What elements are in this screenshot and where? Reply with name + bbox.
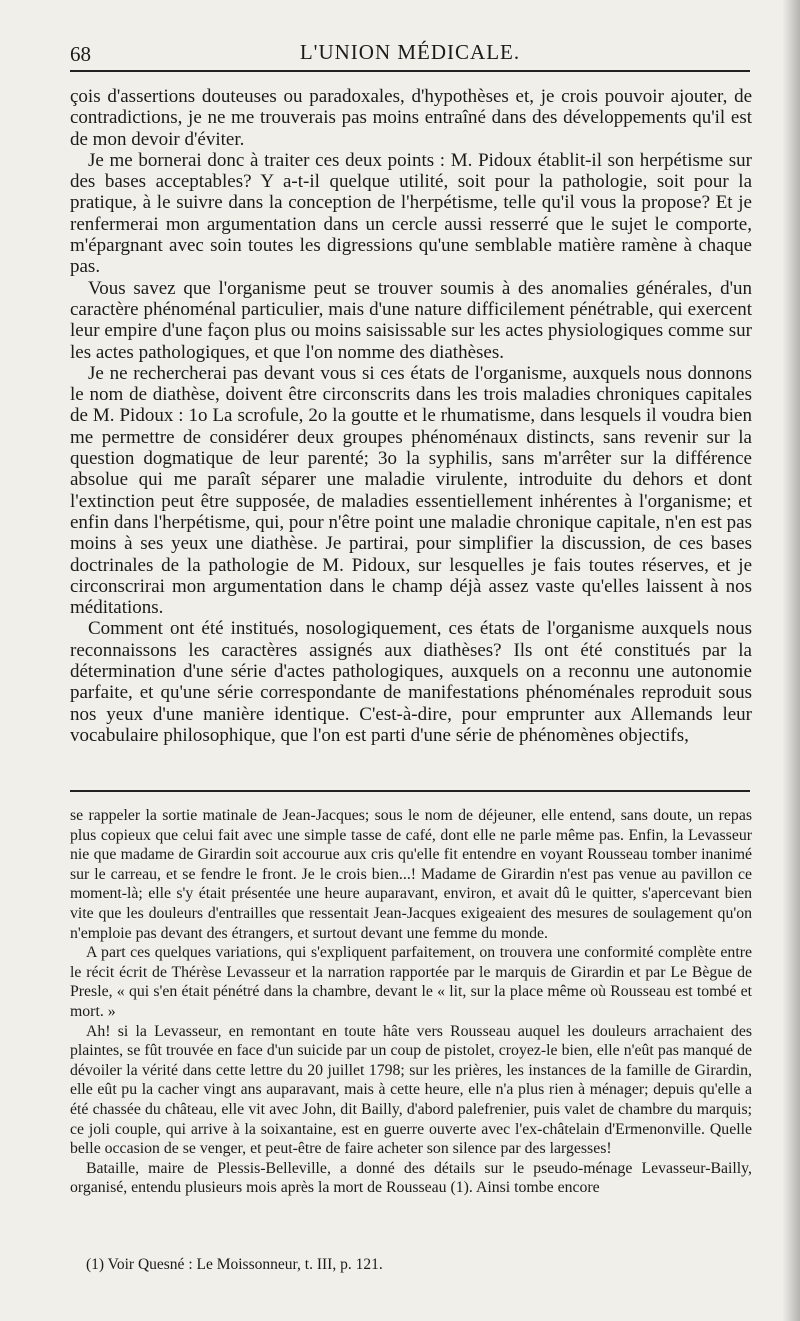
paragraph: Vous savez que l'organisme peut se trouver soumis à des anomalies générales, d'un caractère phénoménal particulier, mais d'une nature difficilement pénétrable, qui exercent leur empire d'une façon plus ou moins saisissable sur les actes physiologiques comme sur les actes pathologiques, et que l'on nomme des diathèses.: [70, 277, 752, 363]
page-number: 68: [70, 42, 91, 66]
paragraph: Je ne rechercherai pas devant vous si ces états de l'organisme, auxquels nous donnons le nom de diathèse, doivent être circonscrits dans les trois maladies chroniques capitales de M. Pidoux : 1o La scrofule, 2o la goutte et le rhumatisme, dans lesquels il voudra bien me permettre de considérer deux groupes phénoménaux distincts, sans revenir sur la question dogmatique de leur parenté; 3o la syphilis, sans m'arrêter sur la différence absolue qui me paraît séparer une maladie virulente, introduite du dehors et dont l'extinction peut être supposée, de maladies essentiellement inhérentes à l'organisme; et enfin dans l'herpétisme, qui, pour n'être point une maladie chronique capitale, n'en est pas moins à ses yeux une diathèse. Je partirai, pour simplifier la discussion, de ces bases doctrinales de la pathologie de M. Pidoux, sur lesquelles je fais toutes réserves, et je circonscrirai mon argumentation dans le champ déjà assez vaste qu'elles laissent à nos méditations.: [70, 362, 752, 619]
header-rule: [70, 70, 750, 72]
footnote-text: [70, 806, 752, 1198]
footnote-paragraph: se rappeler la sortie matinale de Jean-Jacques; sous le nom de déjeuner, elle entend, sans doute, un repas plus copieux que celui fait avec une simple tasse de café, dont elle ne parle même pas. Enfin, la Levasseur nie que madame de Girardin soit accourue aux cris qu'elle fit entendre en voyant Rousseau tomber inanimé sur le carreau, et se fendre le front. Je le crois bien...! Madame de Girardin n'est pas venue au pavillon ce moment-là; elle s'y était présentée une heure auparavant, environ, et avait dû le quitter, s'apercevant bien vite que les douleurs d'entrailles que ressentait Jean-Jacques exigeaient des mesures de soulagement qu'on n'emploie pas devant des étrangers, et surtout devant une femme du monde.: [70, 807, 752, 942]
page-header: [70, 36, 750, 66]
paragraph: Comment ont été institués, nosologiquement, ces états de l'organisme auxquels nous reconnaissons les caractères assignés aux diathèses? Ils ont été constitués par la détermination d'une série d'actes pathologiques, auxquels on a reconnu une autonomie parfaite, et qu'une série correspondante de manifestations phénoménales reproduit sous nos yeux d'une manière identique. C'est-à-dire, pour emprunter aux Allemands leur vocabulaire philosophique, que l'on est parti d'une série de phénomènes objectifs,: [70, 618, 752, 746]
paragraph: çois d'assertions douteuses ou paradoxales, d'hypothèses et, je crois pouvoir ajouter, de contradictions, je ne me trouverais pas moins entraîné dans des développements qu'il est de mon devoir d'éviter.: [70, 86, 752, 150]
running-title: L'UNION MÉDICALE.: [299, 40, 521, 64]
reference-note: (1) Voir Quesné : Le Moissonneur, t. III, p. 121.: [86, 1256, 383, 1273]
footnote-paragraph: Bataille, maire de Plessis-Belleville, a donné des détails sur le pseudo-ménage Levasseur-Bailly, organisé, entendu plusieurs mois après la mort de Rousseau (1). Ainsi tombe encore: [70, 1159, 752, 1197]
footnote-rule: [70, 790, 750, 792]
paragraph: Je me bornerai donc à traiter ces deux points : M. Pidoux établit-il son herpétisme sur des bases acceptables? Y a-t-il quelque utilité, soit pour la pathologie, soit pour la pratique, à le suivre dans la conception de l'herpétisme, telle qu'il vous la propose? Et je renfermerai mon argumentation dans un cercle aussi resserré que le sujet le comporte, m'épargnant avec soin toutes les digressions qu'une semblable matière ramène à chaque pas.: [70, 149, 752, 278]
footnote-paragraph: A part ces quelques variations, qui s'expliquent parfaitement, on trouvera une conformité complète entre le récit écrit de Thérèse Levasseur et la narration rapportée par le marquis de Girardin et par Le Bègue de Presle, « qui s'en était pénétré dans la chambre, devant le « lit, sur la place même où Rousseau est tombé et mort. »: [70, 944, 752, 1020]
footnote-paragraph: Ah! si la Levasseur, en remontant en toute hâte vers Rousseau auquel les douleurs arrachaient des plaintes, se fût trouvée en face d'un suicide par un coup de pistolet, croyez-le bien, elle n'eût pas manqué de dévoiler la vérité dans cette lettre du 20 juillet 1798; sur les prières, les instances de la famille de Girardin, elle eût pu la cacher vingt ans auparavant, mais à cette heure, elle n'a plus rien à ménager; depuis qu'elle a été chassée du château, elle vit avec John, dit Bailly, d'abord palefrenier, puis valet de chambre du marquis; ce joli couple, qui arrive à la soixantaine, est en guerre ouverte avec l'ex-châtelain d'Ermenonville. Quelle belle occasion de se venger, et peut-être de faire acheter son silence par des largesses!: [70, 1022, 752, 1158]
main-text: [70, 86, 752, 746]
page-edge-shadow: [782, 0, 800, 1321]
